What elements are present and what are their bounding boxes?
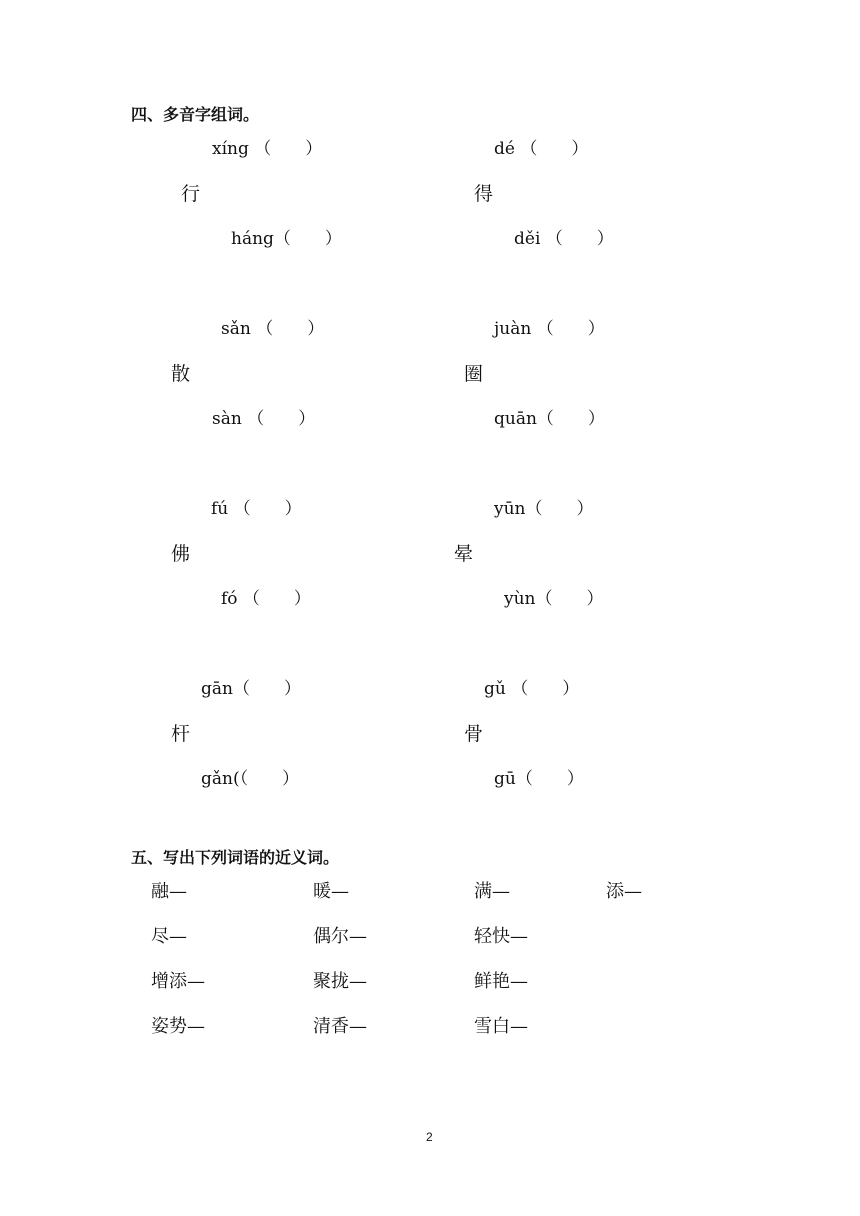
char-left-2: 散 [171, 363, 191, 385]
synonym-item: 暖— [313, 881, 349, 902]
synonym-item: 姿势— [151, 1016, 205, 1037]
char-right-4: 骨 [464, 723, 484, 745]
synonym-item: 聚拢— [313, 971, 367, 992]
pinyin-bottom-right-2: quān（ ） [494, 409, 605, 429]
char-left-1: 行 [181, 183, 201, 205]
synonym-item: 尽— [151, 926, 187, 947]
synonym-item: 添— [606, 881, 642, 902]
synonym-item: 增添— [151, 971, 205, 992]
char-left-4: 杆 [171, 723, 191, 745]
section-4-title: 四、多音字组词。 [131, 105, 260, 124]
pinyin-bottom-right-4: gū（ ） [494, 769, 584, 789]
pinyin-top-right-3: yūn（ ） [494, 499, 594, 519]
pinyin-bottom-right-3: yùn（ ） [504, 589, 604, 609]
synonym-item: 鲜艳— [474, 971, 528, 992]
pinyin-top-right-2: juàn （ ） [494, 319, 605, 339]
char-left-3: 佛 [171, 543, 191, 565]
pinyin-top-right-4: gǔ （ ） [484, 679, 580, 699]
pinyin-top-left-2: sǎn （ ） [221, 319, 325, 339]
pinyin-bottom-left-4: gǎn(（ ） [201, 769, 300, 789]
pinyin-bottom-left-2: sàn （ ） [212, 409, 316, 429]
section-5-title: 五、写出下列词语的近义词。 [131, 848, 340, 867]
char-right-1: 得 [474, 183, 494, 205]
synonym-item: 清香— [313, 1016, 367, 1037]
pinyin-bottom-left-3: fó （ ） [221, 589, 311, 609]
pinyin-top-left-4: gān（ ） [201, 679, 301, 699]
synonym-item: 满— [474, 881, 510, 902]
pinyin-bottom-left-1: háng（ ） [231, 229, 342, 249]
synonym-item: 轻快— [474, 926, 528, 947]
synonym-item: 融— [151, 881, 187, 902]
pinyin-bottom-right-1: děi （ ） [514, 229, 614, 249]
char-right-2: 圈 [464, 363, 484, 385]
synonym-item: 偶尔— [313, 926, 367, 947]
page-number: 2 [426, 1130, 433, 1144]
pinyin-top-left-1: xíng （ ） [212, 139, 323, 159]
char-right-3: 晕 [454, 543, 474, 565]
pinyin-top-right-1: dé （ ） [494, 139, 589, 159]
synonym-item: 雪白— [474, 1016, 528, 1037]
pinyin-top-left-3: fú （ ） [211, 499, 302, 519]
